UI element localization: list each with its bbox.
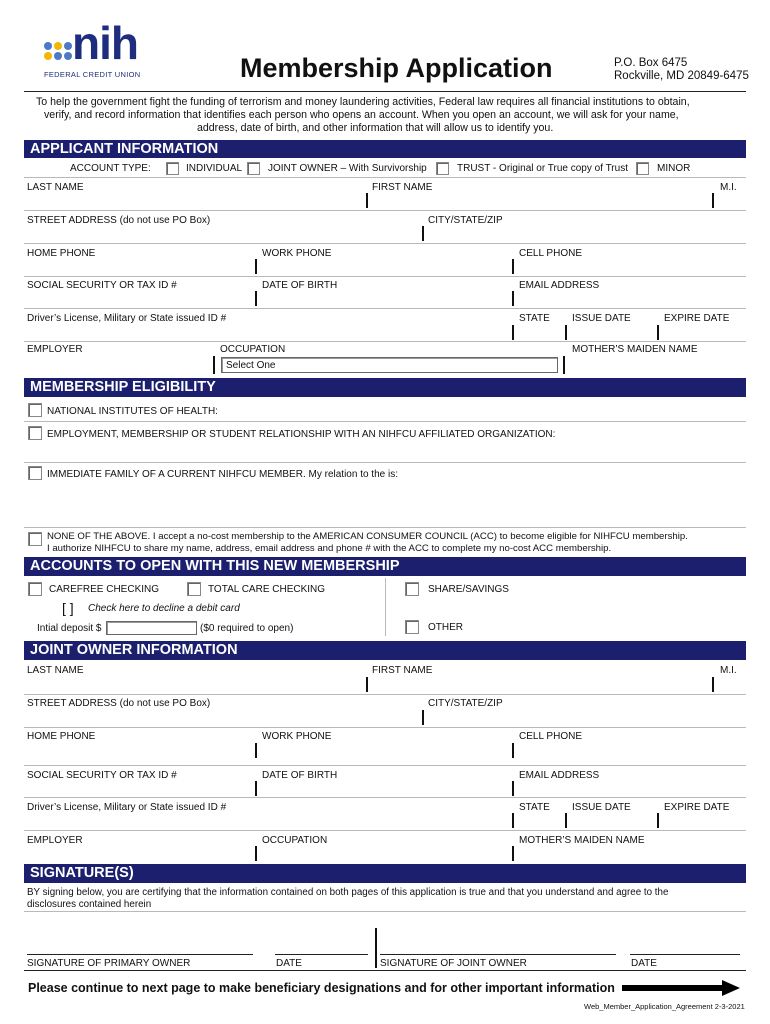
- joint-work-phone-field[interactable]: [512, 743, 514, 758]
- page-title: Membership Application: [240, 53, 553, 83]
- applicant-occupation-label: OCCUPATION: [220, 344, 286, 355]
- individual-label: INDIVIDUAL: [186, 163, 243, 174]
- joint-date-line[interactable]: [630, 954, 740, 955]
- logo-dot-2: [54, 42, 62, 50]
- joint-last-name-label: LAST NAME: [27, 665, 84, 676]
- share-savings-checkbox[interactable]: [405, 582, 419, 596]
- occupation-select-value: Select One: [226, 360, 276, 371]
- logo-dot-6: [64, 52, 72, 60]
- carefree-checking-label: CAREFREE CHECKING: [49, 584, 160, 595]
- trust-checkbox[interactable]: [436, 162, 449, 175]
- intro-line-2: verify, and record information that identifies each person who opens an account. When you open an account, we will ask for your name,: [44, 109, 679, 121]
- logo-dot-5: [54, 52, 62, 60]
- applicant-work-phone-label: WORK PHONE: [262, 248, 332, 259]
- minor-checkbox[interactable]: [636, 162, 649, 175]
- joint-home-phone-label: HOME PHONE: [27, 731, 96, 742]
- applicant-home-phone-field[interactable]: [255, 259, 257, 274]
- logo-dot-4: [44, 52, 52, 60]
- joint-signature-line[interactable]: [380, 954, 616, 955]
- joint-home-phone-field[interactable]: [255, 743, 257, 758]
- applicant-maiden-field-divider: [563, 356, 565, 374]
- total-care-label: TOTAL CARE CHECKING: [208, 584, 326, 595]
- applicant-last-name-field[interactable]: [366, 193, 368, 208]
- joint-dob-field[interactable]: [512, 781, 514, 796]
- signature-section-header: SIGNATURE(S): [24, 864, 746, 883]
- applicant-section-header: APPLICANT INFORMATION: [24, 140, 746, 158]
- joint-maiden-label: MOTHER’S MAIDEN NAME: [519, 835, 645, 846]
- minor-label: MINOR: [657, 163, 691, 174]
- eligibility-none-checkbox[interactable]: [28, 532, 42, 546]
- joint-city-label: CITY/STATE/ZIP: [428, 698, 503, 709]
- joint-signature-label: SIGNATURE OF JOINT OWNER: [380, 958, 527, 969]
- applicant-maiden-label: MOTHER’S MAIDEN NAME: [572, 344, 698, 355]
- applicant-work-phone-field[interactable]: [512, 259, 514, 274]
- eligibility-family-checkbox[interactable]: [28, 466, 42, 480]
- joint-issue-date-field[interactable]: [657, 813, 659, 828]
- signature-text-line-1: BY signing below, you are certifying that the information contained on both pages of this application is true and that you understand and agree to the: [27, 887, 669, 898]
- joint-last-name-field[interactable]: [366, 677, 368, 692]
- required-note: ($0 required to open): [200, 623, 294, 634]
- joint-work-phone-label: WORK PHONE: [262, 731, 332, 742]
- other-account-checkbox[interactable]: [405, 620, 419, 634]
- signature-text-line-2: disclosures contained herein: [27, 899, 152, 910]
- joint-mi-label: M.I.: [720, 665, 737, 676]
- applicant-last-name-label: LAST NAME: [27, 182, 84, 193]
- joint-state-label: STATE: [519, 802, 550, 813]
- total-care-checkbox[interactable]: [187, 582, 201, 596]
- eligibility-employment-label: EMPLOYMENT, MEMBERSHIP OR STUDENT RELATIONSHIP WITH AN NIHFCU AFFILIATED ORGANIZATION:: [47, 429, 556, 440]
- joint-ssn-label: SOCIAL SECURITY OR TAX ID #: [27, 770, 177, 781]
- joint-cell-phone-label: CELL PHONE: [519, 731, 582, 742]
- applicant-issue-date-field[interactable]: [657, 325, 659, 340]
- applicant-expire-date-label: EXPIRE DATE: [664, 313, 730, 324]
- initial-deposit-input[interactable]: [106, 621, 197, 635]
- header-rule: [24, 91, 746, 92]
- primary-signature-label: SIGNATURE OF PRIMARY OWNER: [27, 958, 191, 969]
- applicant-state-label: STATE: [519, 313, 550, 324]
- joint-owner-label: JOINT OWNER – With Survivorship: [268, 163, 427, 174]
- joint-ssn-field[interactable]: [255, 781, 257, 796]
- carefree-checking-checkbox[interactable]: [28, 582, 42, 596]
- applicant-city-label: CITY/STATE/ZIP: [428, 215, 503, 226]
- joint-occupation-field[interactable]: [512, 846, 514, 861]
- applicant-dob-field[interactable]: [512, 291, 514, 306]
- accounts-section-header: ACCOUNTS TO OPEN WITH THIS NEW MEMBERSHIP: [24, 557, 746, 576]
- eligibility-none-line-1: NONE OF THE ABOVE. I accept a no-cost membership to the AMERICAN CONSUMER COUNCIL (ACC) to become eligible for NIHFCU membership.: [47, 531, 688, 542]
- joint-date-label: DATE: [631, 958, 657, 969]
- initial-deposit-label: Intial deposit $: [37, 623, 102, 634]
- decline-debit-bracket[interactable]: [ ]: [62, 600, 74, 616]
- address-line-2: Rockville, MD 20849-6475: [614, 70, 749, 82]
- applicant-email-label: EMAIL ADDRESS: [519, 280, 600, 291]
- occupation-select[interactable]: [221, 357, 558, 373]
- logo-dot-1: [44, 42, 52, 50]
- eligibility-nih-checkbox[interactable]: [28, 403, 42, 417]
- joint-license-field[interactable]: [512, 813, 514, 828]
- joint-issue-date-label: ISSUE DATE: [572, 802, 631, 813]
- joint-section-header: JOINT OWNER INFORMATION: [24, 641, 746, 660]
- joint-license-label: Driver’s License, Military or State issued ID #: [27, 802, 227, 813]
- applicant-home-phone-label: HOME PHONE: [27, 248, 96, 259]
- applicant-license-field[interactable]: [512, 325, 514, 340]
- eligibility-none-line-2: I authorize NIHFCU to share my name, address, email address and phone # with the ACC to complete my no-cost ACC membership.: [47, 543, 612, 554]
- applicant-dob-label: DATE OF BIRTH: [262, 280, 338, 291]
- intro-line-1: To help the government fight the funding of terrorism and money laundering activities, Federal law requires all financial institutions to obtain,: [36, 96, 690, 108]
- address-line-1: P.O. Box 6475: [614, 57, 688, 69]
- account-type-label: ACCOUNT TYPE:: [70, 163, 151, 174]
- joint-dob-label: DATE OF BIRTH: [262, 770, 338, 781]
- eligibility-employment-checkbox[interactable]: [28, 426, 42, 440]
- joint-employer-field[interactable]: [255, 846, 257, 861]
- logo-subtitle: FEDERAL CREDIT UNION: [44, 70, 141, 79]
- eligibility-section-header: MEMBERSHIP ELIGIBILITY: [24, 378, 746, 397]
- applicant-license-label: Driver’s License, Military or State issued ID #: [27, 313, 227, 324]
- accounts-divider: [385, 578, 386, 636]
- joint-expire-date-label: EXPIRE DATE: [664, 802, 730, 813]
- applicant-employer-label: EMPLOYER: [27, 344, 83, 355]
- form-id: Web_Member_Application_Agreement 2-3-2021: [584, 1002, 745, 1011]
- primary-date-line[interactable]: [275, 954, 368, 955]
- applicant-employer-field[interactable]: [213, 356, 215, 374]
- joint-email-label: EMAIL ADDRESS: [519, 770, 600, 781]
- applicant-ssn-label: SOCIAL SECURITY OR TAX ID #: [27, 280, 177, 291]
- signature-divider: [375, 928, 377, 968]
- share-savings-label: SHARE/SAVINGS: [428, 584, 509, 595]
- logo-word: nih: [72, 17, 138, 69]
- eligibility-family-label: IMMEDIATE FAMILY OF A CURRENT NIHFCU MEMBER. My relation to the is:: [47, 469, 398, 480]
- applicant-ssn-field[interactable]: [255, 291, 257, 306]
- individual-checkbox[interactable]: [166, 162, 179, 175]
- intro-line-3: address, date of birth, and other information that will allow us to identify you.: [197, 122, 554, 134]
- trust-label: TRUST - Original or True copy of Trust: [457, 163, 628, 174]
- applicant-street-field[interactable]: [422, 226, 424, 241]
- continue-note: Please continue to next page to make beneficiary designations and for other important information: [28, 981, 615, 995]
- applicant-issue-date-label: ISSUE DATE: [572, 313, 631, 324]
- eligibility-nih-label: NATIONAL INSTITUTES OF HEALTH:: [47, 406, 218, 417]
- other-account-label: OTHER: [428, 622, 463, 633]
- joint-employer-label: EMPLOYER: [27, 835, 83, 846]
- joint-street-label: STREET ADDRESS (do not use PO Box): [27, 698, 211, 709]
- primary-signature-line[interactable]: [27, 954, 253, 955]
- joint-owner-checkbox[interactable]: [247, 162, 260, 175]
- joint-mi-field[interactable]: [712, 677, 714, 692]
- applicant-first-name-label: FIRST NAME: [372, 182, 433, 193]
- joint-state-field[interactable]: [565, 813, 567, 828]
- applicant-mi-label: M.I.: [720, 182, 737, 193]
- applicant-state-field[interactable]: [565, 325, 567, 340]
- joint-first-name-label: FIRST NAME: [372, 665, 433, 676]
- primary-date-label: DATE: [276, 958, 302, 969]
- applicant-street-label: STREET ADDRESS (do not use PO Box): [27, 215, 211, 226]
- arrow-right-icon: [622, 980, 742, 996]
- decline-debit-label: Check here to decline a debit card: [88, 603, 240, 614]
- applicant-mi-field[interactable]: [712, 193, 714, 208]
- joint-street-field[interactable]: [422, 710, 424, 725]
- joint-occupation-label: OCCUPATION: [262, 835, 328, 846]
- logo-dot-3: [64, 42, 72, 50]
- applicant-cell-phone-label: CELL PHONE: [519, 248, 582, 259]
